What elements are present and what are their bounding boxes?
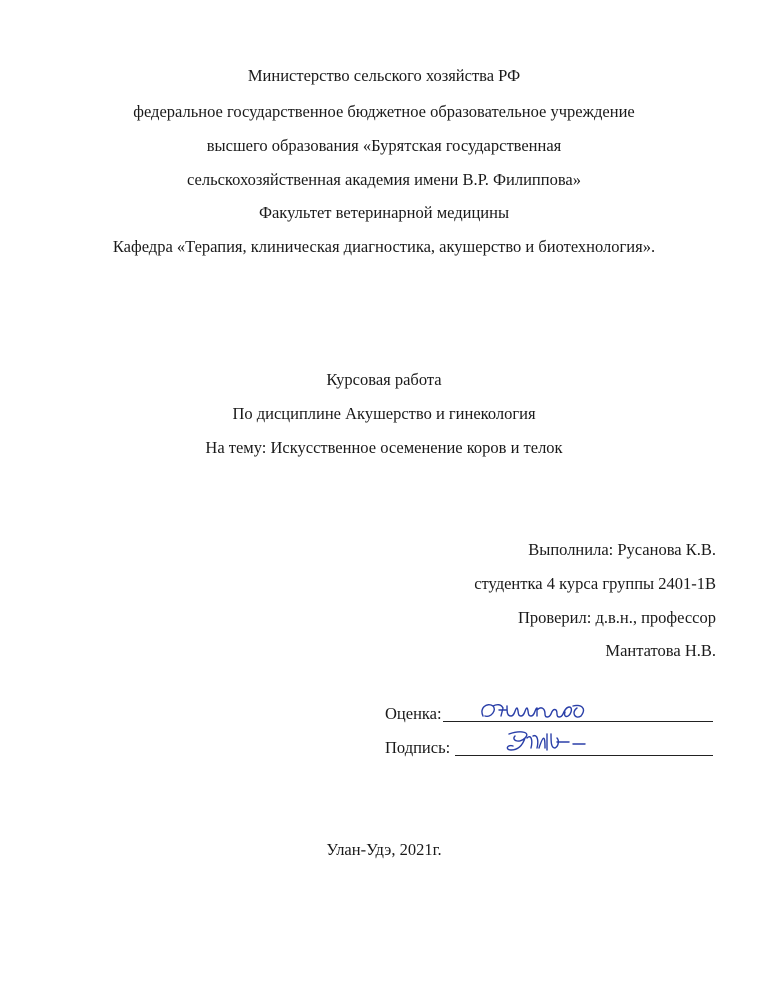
ministry-line: Министерство сельского хозяйства РФ [247, 66, 521, 85]
signature-handwriting-icon [501, 728, 601, 758]
work-type: Курсовая работа [326, 370, 442, 389]
faculty-line: Факультет ветеринарной медицины [258, 203, 510, 222]
city-year: Улан-Удэ, 2021г. [326, 840, 442, 859]
institution-line-1: федеральное государственное бюджетное образовательное учреждение [133, 102, 635, 121]
performed-by: Выполнила: Русанова К.В. [528, 540, 716, 559]
checker-name: Мантатова Н.В. [605, 641, 716, 660]
signature-field [385, 734, 715, 758]
institution-line-3: сельскохозяйственная академия имени В.Р. Филиппова» [187, 170, 581, 189]
grade-field [385, 700, 715, 724]
topic-line: На тему: Искусственное осеменение коров и телок [205, 438, 563, 457]
grade-label: Оценка: [385, 704, 442, 723]
checked-by: Проверил: д.в.н., профессор [518, 608, 716, 627]
department-line: Кафедра «Терапия, клиническая диагностика, акушерство и биотехнология». [112, 237, 656, 256]
discipline-line: По дисциплине Акушерство и гинекология [232, 404, 536, 423]
student-info: студентка 4 курса группы 2401-1В [474, 574, 716, 593]
institution-line-2: высшего образования «Бурятская государственная [206, 136, 562, 155]
signature-label: Подпись: [385, 738, 451, 757]
grade-handwriting-icon [477, 698, 597, 724]
